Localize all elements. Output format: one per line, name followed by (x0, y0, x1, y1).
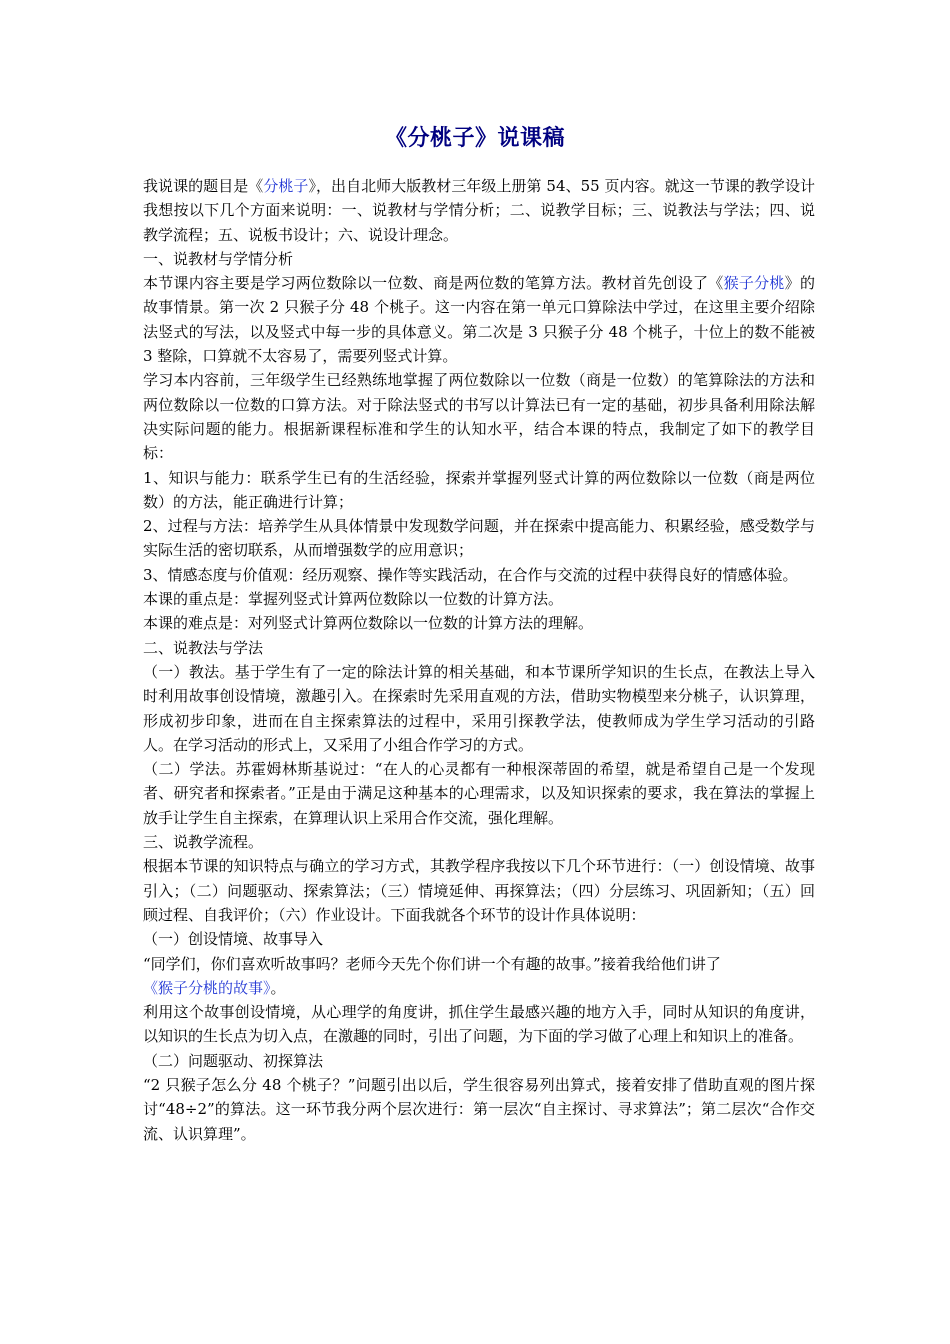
paragraph (143, 563, 815, 587)
paragraph-text: （二）学法。苏霍姆林斯基说过：“在人的心灵都有一种根深蒂固的希望，就是希望自己是一个发现者、研究者和探索者。”正是由于满足这种基本的心理需求，以及知识探索的要求，我在算法的掌握上放手让学生自主探索，在算理认识上采用合作交流，强化理解。 (143, 760, 815, 827)
paragraph (143, 1073, 815, 1146)
paragraph (143, 1000, 815, 1049)
paragraph (143, 1049, 815, 1073)
paragraph (143, 466, 815, 515)
paragraph (143, 514, 815, 563)
paragraph (143, 247, 815, 271)
paragraph-text: “同学们，你们喜欢听故事吗？老师今天先个你们讲一个有趣的故事。”接着我给他们讲了 (143, 954, 721, 973)
document-body (143, 174, 815, 1146)
paragraph-text: （一）创设情境、故事导入 (143, 930, 324, 949)
paragraph-text: 我说课的题目是《 (143, 177, 264, 195)
paragraph (143, 757, 815, 830)
paragraph (143, 636, 815, 660)
hyperlink[interactable]: 分桃子 (263, 177, 309, 195)
paragraph-text: 一、说教材与学情分析 (143, 249, 294, 268)
paragraph (143, 830, 815, 854)
hyperlink[interactable]: 《猴子分桃的故事》 (143, 978, 271, 997)
paragraph (143, 368, 815, 465)
paragraph (143, 611, 815, 635)
paragraph-text: 本节课内容主要是学习两位数除以一位数、商是两位数的笔算方法。教材首先创设了《 (143, 274, 724, 293)
paragraph (143, 174, 815, 247)
paragraph (143, 271, 815, 368)
paragraph (143, 660, 815, 757)
paragraph-text: （一）教法。基于学生有了一定的除法计算的相关基础，和本节课所学知识的生长点，在教法上导入时利用故事创设情境，激趣引入。在探索时先采用直观的方法，借助实物模型来分桃子，认识算理，形成初步印象，进而在自主探索算法的过程中，采用引探教学法，使教师成为学生学习活动的引路人。在学习活动的形式上，又采用了小组合作学习的方式。 (143, 662, 815, 754)
paragraph-text: 学习本内容前，三年级学生已经熟练地掌握了两位数除以一位数（商是一位数）的笔算除法的方法和两位数除以一位数的口算方法。对于除法竖式的书写以计算法已有一定的基础，初步具备利用除法解决实际问题的能力。根据新课程标准和学生的认知水平，结合本课的特点，我制定了如下的教学目标： (143, 371, 815, 463)
paragraph-text: 根据本节课的知识特点与确立的学习方式，其教学程序我按以下几个环节进行：（一）创设情境、故事引入；（二）问题驱动、探索算法；（三）情境延伸、再探算法；（四）分层练习、巩固新知；（五）回顾过程、自我评价；（六）作业设计。下面我就各个环节的设计作具体说明： (143, 857, 815, 924)
paragraph (143, 854, 815, 927)
paragraph-text: 本课的重点是：掌握列竖式计算两位数除以一位数的计算方法。 (143, 590, 564, 609)
paragraph-text: 利用这个故事创设情境，从心理学的角度讲，抓住学生最感兴趣的地方入手，同时从知识的角度讲，以知识的生长点为切入点，在激趣的同时，引出了问题，为下面的学习做了心理上和知识上的准备。 (143, 1003, 815, 1046)
paragraph-text: 1、知识与能力：联系学生已有的生活经验，探索并掌握列竖式计算的两位数除以一位数（商是两位数）的方法，能正确进行计算； (143, 468, 815, 511)
paragraph-text: 》的故事情景。第一次 2 只猴子分 48 个桃子。这一内容在第一单元口算除法中学过，在这里主要介绍除法竖式的写法，以及竖式中每一步的具体意义。第二次是 3 只猴子分 48 个桃子，十位上的数不能被 3 整除，口算就不太容易了，需要列竖式计算。 (143, 274, 815, 366)
document-title: 《分桃子》说课稿 (384, 125, 565, 151)
paragraph (143, 587, 815, 611)
paragraph-text: 本课的难点是：对列竖式计算两位数除以一位数的计算方法的理解。 (143, 614, 594, 633)
paragraph-text: “2 只猴子怎么分 48 个桃子？”问题引出以后，学生很容易列出算式，接着安排了借助直观的图片探讨“48÷2”的算法。这一环节我分两个层次进行：第一层次“自主探讨、寻求算法”；第二层次“合作交流、认识算理”。 (143, 1075, 815, 1143)
paragraph-text: 三、说教学流程。 (143, 833, 264, 852)
paragraph-text: 3、情感态度与价值观：经历观察、操作等实践活动，在合作与交流的过程中获得良好的情感体验。 (143, 565, 798, 584)
paragraph-text: （二）问题驱动、初探算法 (143, 1051, 324, 1070)
paragraph-text: 二、说教法与学法 (143, 638, 264, 657)
hyperlink[interactable]: 猴子分桃 (723, 274, 785, 293)
paragraph (143, 952, 815, 976)
paragraph-text: 。 (270, 978, 286, 997)
paragraph-text: 2、过程与方法：培养学生从具体情景中发现数学问题，并在探索中提高能力、积累经验，感受数学与实际生活的密切联系，从而增强数学的应用意识； (143, 517, 815, 560)
paragraph-text: 》，出自北师大版教材三年级上册第 54、55 页内容。就这一节课的教学设计我想按以下几个方面来说明：一、说教材与学情分析；二、说教学目标；三、说教法与学法；四、说教学流程；五、说板书设计；六、说设计理念。 (143, 177, 815, 244)
paragraph (143, 976, 815, 1000)
paragraph (143, 927, 815, 951)
